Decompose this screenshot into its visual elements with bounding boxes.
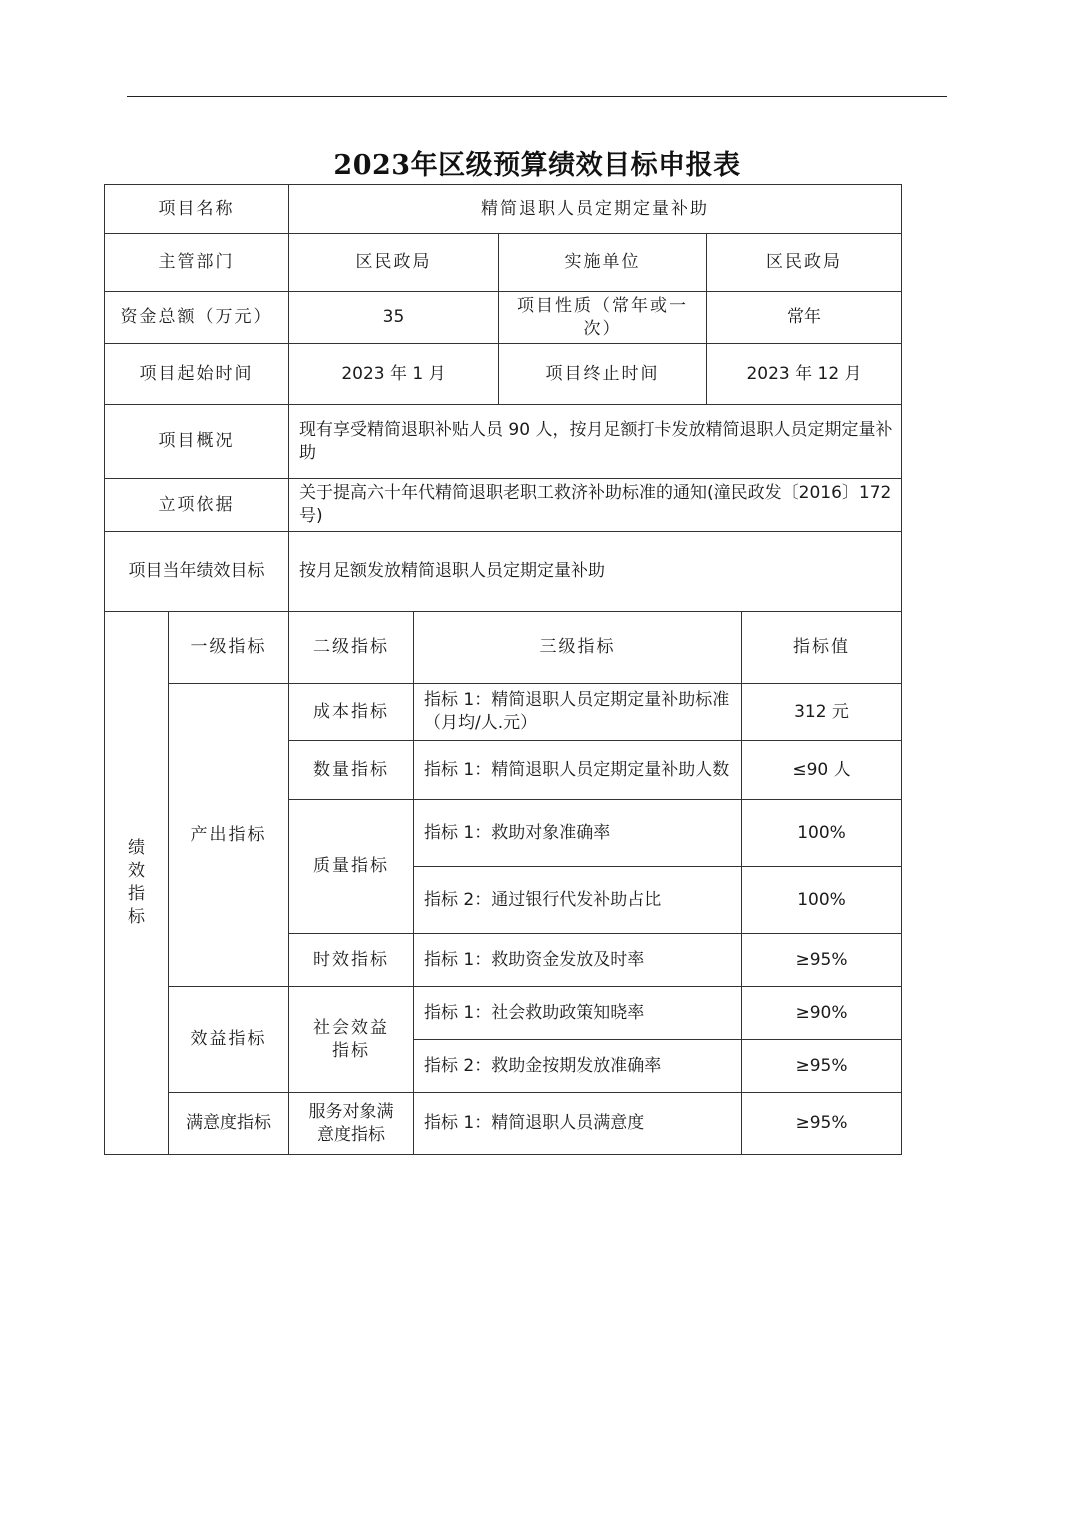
- quality-indicator-1: 指标 1：救助对象准确率: [414, 800, 742, 867]
- basis-label: 立项依据: [105, 479, 289, 532]
- fund-value: 35: [289, 292, 499, 344]
- budget-performance-table: [104, 184, 902, 1155]
- nature-label: 项目性质（常年或一次）: [499, 292, 707, 344]
- cost-indicator-1: 指标 1：精简退职人员定期定量补助标准（月均/人.元）: [414, 684, 742, 741]
- impl-label: 实施单位: [499, 234, 707, 292]
- start-label: 项目起始时间: [105, 344, 289, 405]
- basis-value: 关于提高六十年代精简退职老职工救济补助标准的通知(潼民政发〔2016〕172 号): [289, 479, 902, 532]
- quality-indicator-1-value: 100%: [742, 800, 902, 867]
- table-row: [105, 684, 902, 741]
- social-benefit-label: 社会效益指标: [289, 987, 414, 1093]
- header-level3: 三级指标: [414, 612, 742, 684]
- start-value: 2023 年 1 月: [289, 344, 499, 405]
- social-indicator-1-value: ≥90%: [742, 987, 902, 1040]
- service-indicator-1: 指标 1：精简退职人员满意度: [414, 1093, 742, 1155]
- dept-label: 主管部门: [105, 234, 289, 292]
- cost-indicator-label: 成本指标: [289, 684, 414, 741]
- end-value: 2023 年 12 月: [707, 344, 902, 405]
- table-row: [105, 479, 902, 532]
- benefit-indicator-label: 效益指标: [169, 987, 289, 1093]
- end-label: 项目终止时间: [499, 344, 707, 405]
- header-level1: 一级指标: [169, 612, 289, 684]
- timeliness-indicator-1-value: ≥95%: [742, 934, 902, 987]
- overview-value: 现有享受精简退职补贴人员 90 人，按月足额打卡发放精简退职人员定期定量补助: [289, 405, 902, 479]
- goal-value: 按月足额发放精简退职人员定期定量补助: [289, 532, 902, 612]
- header-value: 指标值: [742, 612, 902, 684]
- project-name-label: 项目名称: [105, 185, 289, 234]
- social-indicator-2-value: ≥95%: [742, 1040, 902, 1093]
- table-row: [105, 185, 902, 234]
- goal-label: 项目当年绩效目标: [105, 532, 289, 612]
- table-row: [105, 1093, 902, 1155]
- quality-indicator-2: 指标 2：通过银行代发补助占比: [414, 867, 742, 934]
- nature-value: 常年: [707, 292, 902, 344]
- cost-indicator-1-value: 312 元: [742, 684, 902, 741]
- table-row: [105, 405, 902, 479]
- quantity-indicator-1-value: ≤90 人: [742, 741, 902, 800]
- service-indicator-1-value: ≥95%: [742, 1093, 902, 1155]
- performance-section-label: 绩 效 指 标: [105, 612, 169, 1155]
- header-level2: 二级指标: [289, 612, 414, 684]
- table-row: [105, 344, 902, 405]
- page-title: 2023年区级预算绩效目标申报表: [333, 150, 741, 181]
- satisfaction-indicator-label: 满意度指标: [169, 1093, 289, 1155]
- service-satisfaction-label: 服务对象满意度指标: [289, 1093, 414, 1155]
- social-indicator-2: 指标 2：救助金按期发放准确率: [414, 1040, 742, 1093]
- project-name-value: 精简退职人员定期定量补助: [289, 185, 902, 234]
- table-row: [105, 987, 902, 1040]
- quality-indicator-label: 质量指标: [289, 800, 414, 934]
- timeliness-indicator-1: 指标 1：救助资金发放及时率: [414, 934, 742, 987]
- table-row: [105, 612, 902, 684]
- header-rule: [127, 96, 947, 97]
- social-indicator-1: 指标 1：社会救助政策知晓率: [414, 987, 742, 1040]
- timeliness-indicator-label: 时效指标: [289, 934, 414, 987]
- table-row: [105, 292, 902, 344]
- dept-value: 区民政局: [289, 234, 499, 292]
- output-indicator-label: 产出指标: [169, 684, 289, 987]
- quality-indicator-2-value: 100%: [742, 867, 902, 934]
- overview-label: 项目概况: [105, 405, 289, 479]
- quantity-indicator-label: 数量指标: [289, 741, 414, 800]
- impl-value: 区民政局: [707, 234, 902, 292]
- table-row: [105, 532, 902, 612]
- quantity-indicator-1: 指标 1：精简退职人员定期定量补助人数: [414, 741, 742, 800]
- fund-label: 资金总额（万元）: [105, 292, 289, 344]
- table-row: [105, 234, 902, 292]
